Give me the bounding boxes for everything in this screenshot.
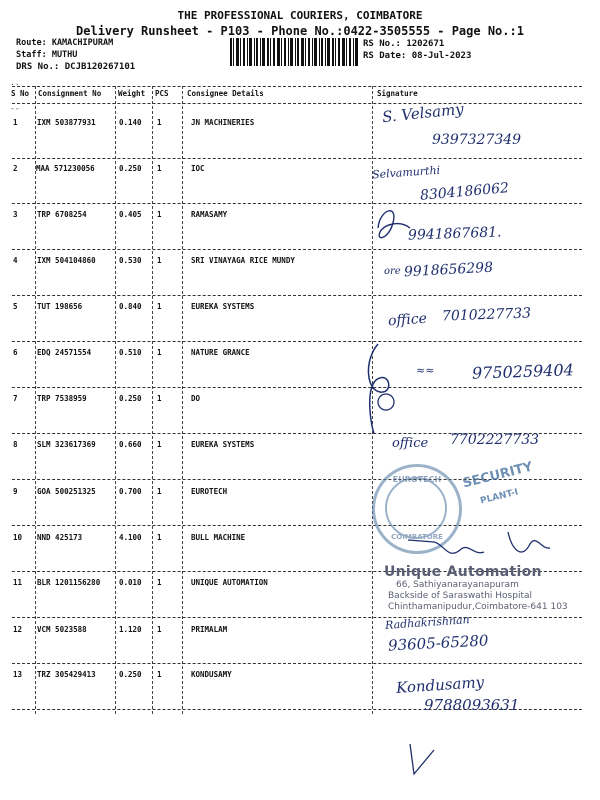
row-sno: 2 <box>13 164 18 173</box>
row-consignment: BLR 1201156280 <box>37 578 101 587</box>
row-pcs: 1 <box>157 670 162 679</box>
signature-6-phone: 9750259404 <box>471 360 575 383</box>
row-consignment: NND 425173 <box>37 533 83 542</box>
row-rule <box>12 203 582 204</box>
row-consignee: KONDUSAMY <box>191 670 232 679</box>
row-consignee: NATURE GRANCE <box>191 348 250 357</box>
row-sno: 11 <box>13 578 23 587</box>
row-consignee: EUREKA SYSTEMS <box>191 440 255 449</box>
row-weight: 0.840 <box>119 302 142 311</box>
row-pcs: 1 <box>157 487 162 496</box>
row-rule <box>12 617 582 618</box>
unique-automation-stamp <box>384 564 568 613</box>
row-sno: 3 <box>13 210 18 219</box>
bottom-mark-icon <box>404 740 444 780</box>
row-consignee: RAMASAMY <box>191 210 228 219</box>
row-consignment: SLM 323617369 <box>37 440 96 449</box>
barcode-icon <box>230 38 358 66</box>
signature-4: ore <box>384 266 401 277</box>
row-sno: 13 <box>13 670 23 679</box>
row-consignee: JN MACHINERIES <box>191 118 255 127</box>
row-sno: 9 <box>13 487 18 496</box>
signature-1: S. Velsamy <box>381 99 465 127</box>
runsheet-subtitle: Delivery Runsheet - P103 - Phone No.:0422-3505555 - Page No.:1 <box>76 24 524 38</box>
stamp-city-text: COIMBATORE <box>391 533 443 541</box>
drs-number: DRS No.: DCJB120267101 <box>16 62 136 72</box>
row-weight: 0.405 <box>119 210 142 219</box>
signature-13-phone: 9788093631 <box>424 696 520 714</box>
row-pcs: 1 <box>157 164 162 173</box>
row-pcs: 1 <box>157 256 162 265</box>
margin-mark: -- <box>10 104 20 113</box>
row-consignment: EDQ 24571554 <box>37 348 92 357</box>
row-pcs: 1 <box>157 533 162 542</box>
col-signature: Signature <box>377 89 418 98</box>
signature-6-initials: ≈≈ <box>416 364 435 377</box>
stamp-company-name: Unique Automation <box>384 564 542 580</box>
row-sno: 6 <box>13 348 18 357</box>
row-pcs: 1 <box>157 578 162 587</box>
row-consignment: VCM 5023588 <box>37 625 87 634</box>
row-weight: 0.660 <box>119 440 142 449</box>
row-consignment: IXM 503877931 <box>37 118 96 127</box>
signature-5: office <box>387 310 428 330</box>
row-weight: 0.250 <box>119 164 142 173</box>
row-sno: 10 <box>13 533 23 542</box>
security-stamp: SECURITY <box>461 459 535 492</box>
row-consignment: TRP 6708254 <box>37 210 87 219</box>
row-sno: 1 <box>13 118 18 127</box>
row-consignment: TUT 198656 <box>37 302 83 311</box>
row-rule <box>12 341 582 342</box>
row-weight: 0.530 <box>119 256 142 265</box>
row-sno: 8 <box>13 440 18 449</box>
row-pcs: 1 <box>157 118 162 127</box>
row-sno: 7 <box>13 394 18 403</box>
row-consignee: EUREKA SYSTEMS <box>191 302 255 311</box>
row-consignee: PRIMALAM <box>191 625 228 634</box>
row-rule <box>12 387 582 388</box>
table-header <box>0 86 600 102</box>
row-consignment: GOA 500251325 <box>37 487 96 496</box>
row-consignment: MAA 571230056 <box>36 164 95 173</box>
row-pcs: 1 <box>157 625 162 634</box>
row-consignment: TRP 7538959 <box>37 394 87 403</box>
row-pcs: 1 <box>157 348 162 357</box>
signature-2: Selvamurthi <box>371 163 441 182</box>
col-weight: Weight <box>118 89 146 98</box>
row-pcs: 1 <box>157 302 162 311</box>
signature-5-phone: 7010227733 <box>441 305 532 325</box>
signature-4-phone: 9918656298 <box>403 259 494 281</box>
stamp-eurotech-text: EUROTECH <box>392 475 442 484</box>
margin-mark: .. <box>10 78 20 87</box>
signature-13: Kondusamy <box>395 672 485 698</box>
col-consignment: Consignment No <box>38 89 102 98</box>
row-weight: 0.510 <box>119 348 142 357</box>
table-header-rule <box>12 103 582 104</box>
row-weight: 0.700 <box>119 487 142 496</box>
row-pcs: 1 <box>157 210 162 219</box>
row-consignee: IOC <box>191 164 205 173</box>
row-pcs: 1 <box>157 394 162 403</box>
row-weight: 0.010 <box>119 578 142 587</box>
plant-stamp: PLANT-I <box>479 487 520 507</box>
row-weight: 0.250 <box>119 670 142 679</box>
row-rule <box>12 295 582 296</box>
row-consignment: IXM 504104860 <box>37 256 96 265</box>
signature-10-scribble-icon <box>404 520 554 570</box>
row-rule <box>12 663 582 664</box>
row-consignee: DO <box>191 394 201 403</box>
col-consignee: Consignee Details <box>187 89 264 98</box>
table-row <box>0 625 600 671</box>
col-sno: S No <box>11 89 30 98</box>
row-consignee: EUROTECH <box>191 487 228 496</box>
signature-3-phone: 9941867681. <box>407 224 502 244</box>
rs-number: RS No.: 1202671 <box>363 39 445 49</box>
row-weight: 0.250 <box>119 394 142 403</box>
stamp-address-line-2: Backside of Saraswathi Hospital <box>388 591 533 601</box>
row-consignee: UNIQUE AUTOMATION <box>191 578 268 587</box>
signature-12-phone: 93605-65280 <box>387 631 489 655</box>
signature-12: Radhakrishnan <box>384 613 471 632</box>
row-weight: 1.120 <box>119 625 142 634</box>
signature-1-phone: 9397327349 <box>432 132 522 148</box>
signature-8: office <box>392 436 429 451</box>
row-consignee: BULL MACHINE <box>191 533 246 542</box>
signature-2-phone: 8304186062 <box>419 180 510 204</box>
signature-8-phone: 7702227733 <box>450 432 540 448</box>
rs-date: RS Date: 08-Jul-2023 <box>363 51 472 61</box>
row-weight: 4.100 <box>119 533 142 542</box>
row-pcs: 1 <box>157 440 162 449</box>
row-sno: 4 <box>13 256 18 265</box>
row-weight: 0.140 <box>119 118 142 127</box>
stamp-address-line-1: 66, Sathiyanarayanapuram <box>396 580 519 590</box>
row-sno: 12 <box>13 625 23 634</box>
signature-6-loop-icon <box>360 330 420 440</box>
row-consignment: TRZ 305429413 <box>37 670 96 679</box>
staff-label: Staff: MUTHU <box>16 50 78 60</box>
stamp-address-line-3: Chinthamanipudur,Coimbatore-641 103 <box>388 602 568 612</box>
row-rule <box>12 249 582 250</box>
row-consignee: SRI VINAYAGA RICE MUNDY <box>191 256 295 265</box>
route-label: Route: KAMACHIPURAM <box>16 38 114 48</box>
company-title: THE PROFESSIONAL COURIERS, COIMBATORE <box>177 9 423 22</box>
col-pcs: PCS <box>155 89 169 98</box>
row-rule <box>12 158 582 159</box>
row-sno: 5 <box>13 302 18 311</box>
